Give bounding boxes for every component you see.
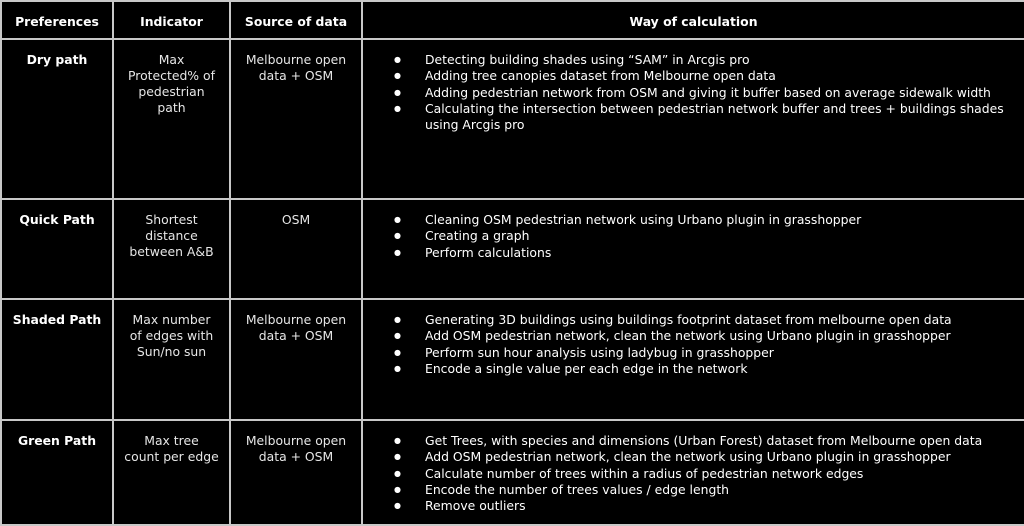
table-row	[1, 199, 1024, 299]
list-item: ● Perform sun hour analysis using ladybug in grasshopper	[425, 345, 1024, 361]
calculation-list	[363, 212, 1024, 261]
list-item: ● Adding pedestrian network from OSM and giving it buffer based on average sidewalk width	[425, 85, 1024, 101]
list-item: ● Add OSM pedestrian network, clean the network using Urbano plugin in grasshopper	[425, 328, 1024, 344]
calculation-list	[363, 52, 1024, 133]
list-item: ● Add OSM pedestrian network, clean the network using Urbano plugin in grasshopper	[425, 449, 1024, 465]
indicator-cell: Shortest distance between A&B	[129, 212, 214, 259]
calculation-cell	[362, 299, 1024, 420]
calculation-list	[363, 433, 1024, 514]
indicator-cell: Max Protected% of pedestrian path	[128, 52, 215, 115]
header-indicator: Indicator	[113, 1, 230, 39]
list-item: ● Get Trees, with species and dimensions (Urban Forest) dataset from Melbourne open data	[425, 433, 1024, 449]
table-row	[1, 299, 1024, 420]
preference-cell: Quick Path	[1, 199, 113, 299]
list-item: ● Calculating the intersection between pedestrian network buffer and trees + buildings shades using Arcgis pro	[425, 101, 1024, 134]
source-cell: Melbourne open data + OSM	[245, 433, 347, 464]
list-item: ● Calculate number of trees within a radius of pedestrian network edges	[425, 466, 1024, 482]
list-item: ● Perform calculations	[425, 245, 1024, 261]
source-cell: Melbourne open data + OSM	[245, 52, 347, 83]
calculation-cell	[362, 420, 1024, 525]
preference-cell: Shaded Path	[1, 299, 113, 420]
calculation-cell	[362, 39, 1024, 199]
source-cell: Melbourne open data + OSM	[245, 312, 347, 343]
list-item: ● Adding tree canopies dataset from Melbourne open data	[425, 68, 1024, 84]
list-item: ● Remove outliers	[425, 498, 1024, 514]
table-row	[1, 39, 1024, 199]
list-item: ● Encode a single value per each edge in the network	[425, 361, 1024, 377]
list-item: ● Creating a graph	[425, 228, 1024, 244]
preference-cell: Green Path	[1, 420, 113, 525]
table-row	[1, 420, 1024, 525]
header-calculation: Way of calculation	[362, 1, 1024, 39]
calculation-list	[363, 312, 1024, 377]
list-item: ● Generating 3D buildings using buildings footprint dataset from melbourne open data	[425, 312, 1024, 328]
list-item: ● Cleaning OSM pedestrian network using Urbano plugin in grasshopper	[425, 212, 1024, 228]
list-item: ● Encode the number of trees values / edge length	[425, 482, 1024, 498]
header-row	[1, 1, 1024, 39]
source-cell: OSM	[281, 212, 311, 227]
indicator-cell: Max number of edges with Sun/no sun	[129, 312, 214, 359]
list-item: ● Detecting building shades using “SAM” in Arcgis pro	[425, 52, 1024, 68]
calculation-cell	[362, 199, 1024, 299]
header-preferences: Preferences	[1, 1, 113, 39]
preference-cell: Dry path	[1, 39, 113, 199]
indicator-cell: Max tree count per edge	[124, 433, 219, 464]
header-source: Source of data	[230, 1, 362, 39]
